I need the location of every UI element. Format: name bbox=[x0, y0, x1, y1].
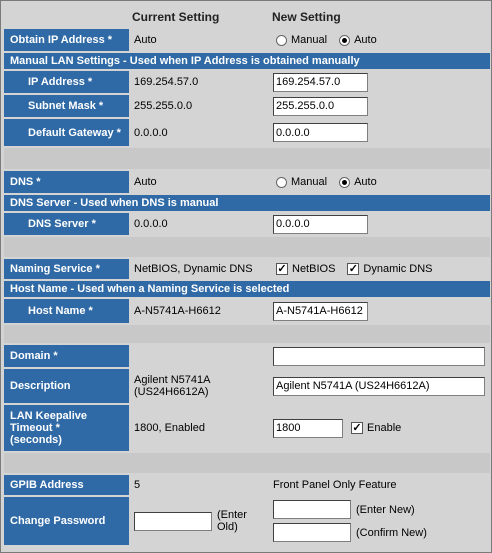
dns-current: Auto bbox=[131, 171, 270, 193]
confirm-new-note: (Confirm New) bbox=[356, 526, 427, 539]
dynamic-dns-checkbox-checked-icon[interactable]: ✓ bbox=[348, 263, 359, 275]
ip-address-current: 169.254.57.0 bbox=[131, 71, 270, 93]
subnet-mask-row bbox=[4, 95, 490, 117]
spacer bbox=[4, 453, 490, 473]
obtain-ip-row bbox=[4, 29, 490, 51]
gpib-row bbox=[4, 475, 490, 495]
description-row bbox=[4, 369, 490, 403]
enter-new-note: (Enter New) bbox=[356, 503, 415, 516]
gpib-label: GPIB Address bbox=[4, 475, 129, 495]
dns-options bbox=[270, 171, 490, 193]
obtain-ip-auto-option[interactable] bbox=[339, 34, 377, 46]
subnet-mask-current: 255.255.0.0 bbox=[131, 95, 270, 117]
radio-manual-icon[interactable] bbox=[276, 177, 287, 188]
host-name-row bbox=[4, 299, 490, 323]
obtain-ip-manual-option[interactable] bbox=[276, 34, 327, 46]
domain-input[interactable] bbox=[273, 347, 485, 366]
default-gateway-current: 0.0.0.0 bbox=[131, 119, 270, 146]
description-current-line2: (US24H6612A) bbox=[134, 386, 209, 398]
netbios-label: NetBIOS bbox=[292, 263, 336, 275]
dns-server-section-header: DNS Server - Used when DNS is manual bbox=[4, 195, 490, 211]
dns-server-input[interactable] bbox=[273, 215, 368, 234]
netbios-checkbox-checked-icon[interactable]: ✓ bbox=[277, 263, 287, 275]
subnet-mask-input[interactable] bbox=[273, 97, 368, 116]
default-gateway-label: Default Gateway * bbox=[4, 119, 129, 146]
obtain-ip-auto-label: Auto bbox=[354, 34, 377, 46]
gpib-current: 5 bbox=[131, 475, 270, 495]
enable-checkbox-checked-icon[interactable]: ✓ bbox=[352, 422, 362, 434]
default-gateway-input[interactable] bbox=[273, 123, 368, 142]
naming-service-current: NetBIOS, Dynamic DNS bbox=[131, 259, 270, 279]
spacer bbox=[4, 325, 490, 343]
manual-lan-section-header: Manual LAN Settings - Used when IP Address is obtained manually bbox=[4, 53, 490, 69]
confirm-password-input[interactable] bbox=[273, 523, 351, 542]
obtain-ip-manual-label: Manual bbox=[291, 34, 328, 46]
obtain-ip-label: Obtain IP Address * bbox=[4, 29, 129, 51]
description-input[interactable] bbox=[273, 377, 485, 396]
keepalive-label-line1: LAN Keepalive bbox=[10, 410, 88, 422]
dns-server-label: DNS Server * bbox=[4, 213, 129, 235]
keepalive-enable-option[interactable] bbox=[351, 422, 401, 434]
gpib-new-note: Front Panel Only Feature bbox=[270, 475, 490, 495]
naming-service-options bbox=[270, 259, 490, 279]
dns-auto-option[interactable] bbox=[339, 176, 377, 188]
keepalive-label-line2: Timeout * bbox=[10, 422, 60, 434]
naming-service-label: Naming Service * bbox=[4, 259, 129, 279]
host-name-label: Host Name * bbox=[4, 299, 129, 323]
description-label: Description bbox=[4, 369, 129, 403]
ip-address-row bbox=[4, 71, 490, 93]
keepalive-current: 1800, Enabled bbox=[131, 405, 270, 451]
ip-address-input[interactable] bbox=[273, 73, 368, 92]
naming-service-row bbox=[4, 259, 490, 279]
radio-auto-selected-icon[interactable] bbox=[339, 177, 350, 188]
new-password-cell bbox=[270, 497, 490, 545]
old-password-input[interactable] bbox=[134, 512, 212, 531]
obtain-ip-current: Auto bbox=[131, 29, 270, 51]
radio-auto-selected-icon[interactable] bbox=[339, 35, 350, 46]
domain-row bbox=[4, 345, 490, 367]
description-current-line1: Agilent N5741A bbox=[134, 374, 211, 386]
subnet-mask-label: Subnet Mask * bbox=[4, 95, 129, 117]
current-setting-header: Current Setting bbox=[132, 9, 220, 24]
default-gateway-row bbox=[4, 119, 490, 146]
domain-label: Domain * bbox=[4, 345, 129, 367]
keepalive-enable-label: Enable bbox=[367, 422, 402, 434]
dns-server-row bbox=[4, 213, 490, 235]
new-password-input[interactable] bbox=[273, 500, 351, 519]
keepalive-label-line3: (seconds) bbox=[10, 434, 62, 446]
host-name-section-header: Host Name - Used when a Naming Service is selected bbox=[4, 281, 490, 297]
ip-address-label: IP Address * bbox=[4, 71, 129, 93]
dns-row bbox=[4, 171, 490, 193]
host-name-current: A-N5741A-H6612 bbox=[131, 299, 270, 323]
keepalive-input[interactable] bbox=[273, 419, 343, 438]
column-header-row bbox=[4, 6, 490, 27]
radio-manual-icon[interactable] bbox=[276, 35, 287, 46]
spacer bbox=[4, 148, 490, 169]
dns-manual-option[interactable] bbox=[276, 176, 327, 188]
dns-server-current: 0.0.0.0 bbox=[131, 213, 270, 235]
new-setting-header: New Setting bbox=[272, 9, 341, 24]
host-name-input[interactable] bbox=[273, 302, 368, 321]
change-password-label: Change Password bbox=[4, 497, 129, 545]
description-current bbox=[131, 369, 270, 403]
obtain-ip-options bbox=[270, 29, 490, 51]
domain-current bbox=[131, 345, 270, 367]
netbios-option[interactable] bbox=[276, 263, 335, 275]
old-password-cell bbox=[131, 497, 270, 545]
enter-old-note: (Enter Old) bbox=[217, 509, 247, 533]
dns-auto-label: Auto bbox=[354, 176, 377, 188]
dns-label: DNS * bbox=[4, 171, 129, 193]
dns-manual-label: Manual bbox=[291, 176, 328, 188]
keepalive-label bbox=[4, 405, 129, 451]
keepalive-row bbox=[4, 405, 490, 451]
dynamic-dns-option[interactable] bbox=[347, 263, 432, 275]
spacer bbox=[4, 237, 490, 257]
dynamic-dns-label: Dynamic DNS bbox=[363, 263, 433, 275]
change-password-row bbox=[4, 497, 490, 545]
